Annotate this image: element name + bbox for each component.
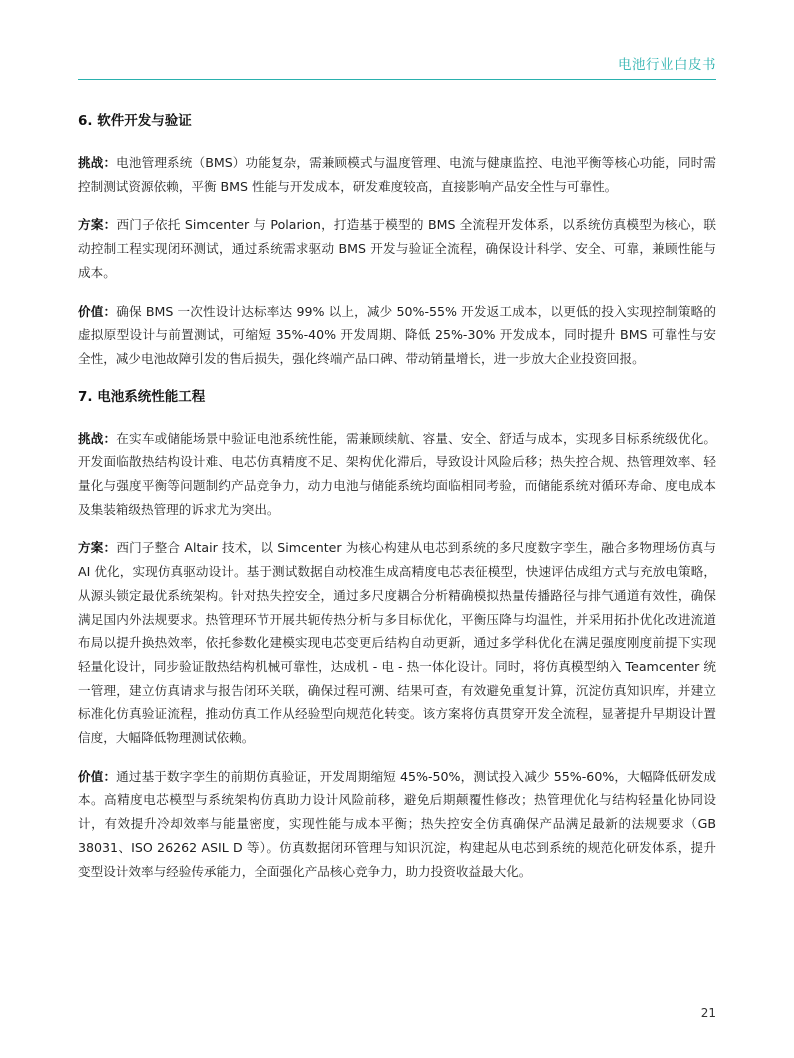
paragraph-lead-label: 价值: [78, 303, 104, 319]
section-heading-software-dev: 6. 软件开发与验证: [78, 113, 192, 129]
header-divider: [78, 79, 716, 80]
paragraph-lead-label: 方案: [78, 217, 104, 233]
paragraph-lead-label: 价值: [78, 768, 104, 784]
paragraph-lead-label: 方案: [78, 540, 104, 556]
paragraph-lead-separator: ：: [103, 540, 117, 556]
paragraph-value: [78, 300, 716, 371]
paragraph-solution: [78, 213, 716, 284]
page-number: 21: [700, 1006, 716, 1020]
paragraph-lead-label: 挑战: [78, 430, 104, 446]
section-heading-battery-performance: 7. 电池系统性能工程: [78, 388, 206, 405]
paragraph-lead-separator: ：: [103, 303, 117, 319]
paragraph-text: 西门子整合 Altair 技术，以 Simcenter 为核心构建从电芯到系统的多尺度数字孪生，融合多物理场仿真与 AI 优化，实现仿真驱动设计。基于测试数据自动校准生成高精度电芯表征模型，快速评估成组方式与充放电策略，从源头锁定最优系统架构。针对热失控安全，通过多尺度耦合分析精确模拟热量传播路径与排气通道有效性，确保满足国内外法规要求。热管理环节开展共轭传热分析与多目标优化，平衡压降与均温性，并采用拓扑优化改进流道布局以提升换热效率，依托参数化建模实现电芯变更后结构自动更新，通过多学科优化在满足强度刚度前提下实现轻量化设计，同步验证散热结构机械可靠性，达成机 - 电 - 热一体化设计。同时，将仿真模型纳入 Teamcenter 统一管理，建立仿真请求与报告闭环关联，确保过程可溯、结果可查，有效避免重复计算，沉淀仿真知识库，并建立标准化仿真验证流程，推动仿真工作从经验型向规范化转变。该方案将仿真贯穿开发全流程，显著提升早期设计置信度，大幅降低物理测试依赖。: [78, 540, 716, 746]
paragraph-lead-separator: ：: [103, 430, 117, 446]
paragraph-text: 电池管理系统（BMS）功能复杂，需兼顾模式与温度管理、电流与健康监控、电池平衡等核心功能，同时需控制测试资源依赖，平衡 BMS 性能与开发成本，研发难度较高，直接影响产品安全性与可靠性。: [78, 155, 716, 194]
paragraph-lead-label: 挑战: [78, 155, 104, 170]
paragraph-text: 在实车或储能场景中验证电池系统性能，需兼顾续航、容量、安全、舒适与成本，实现多目标系统级优化。开发面临散热结构设计难、电芯仿真精度不足、架构优化滞后，导致设计风险后移；热失控合规、热管理效率、轻量化与强度平衡等问题制约产品竞争力，动力电池与储能系统均面临相同考验，而储能系统对循环寿命、度电成本及集装箱级热管理的诉求尤为突出。: [78, 430, 717, 517]
paragraph-lead-separator: ：: [103, 217, 117, 233]
document-body: [78, 110, 716, 898]
document-header-title: 电池行业白皮书: [618, 57, 716, 73]
paragraph-text: 西门子依托 Simcenter 与 Polarion，打造基于模型的 BMS 全流程开发体系，以系统仿真模型为核心，联动控制工程实现闭环测试，通过系统需求驱动 BMS 开发与验证全流程，确保设计科学、安全、可靠，兼顾性能与成本。: [78, 217, 716, 280]
paragraph-lead-separator: ：: [103, 768, 117, 784]
paragraph-text: 确保 BMS 一次性设计达标率达 99% 以上，减少 50%-55% 开发返工成本，以更低的投入实现控制策略的虚拟原型设计与前置测试，可缩短 35%-40% 开发周期、降低 25%-30% 开发成本，同时提升 BMS 可靠性与安全性，减少电池故障引发的售后损失，强化终端产品口碑、带动销量增长，进一步放大企业投资回报。: [78, 303, 716, 366]
paragraph-challenge: [78, 151, 716, 198]
paragraph-text: 通过基于数字孪生的前期仿真验证，开发周期缩短 45%-50%，测试投入减少 55%-60%，大幅降低研发成本。高精度电芯模型与系统架构仿真助力设计风险前移，避免后期颠覆性修改；热管理优化与结构轻量化协同设计，有效提升冷却效率与能量密度，实现性能与成本平衡；热失控安全仿真确保产品满足最新的法规要求（GB 38031、ISO 26262 ASIL D 等）。仿真数据闭环管理与知识沉淀，构建起从电芯到系统的规范化研发体系，提升变型设计效率与经验传承能力，全面强化产品核心竞争力，助力投资收益最大化。: [78, 768, 717, 879]
paragraph-challenge: [78, 427, 716, 522]
paragraph-lead-separator: ：: [103, 155, 117, 170]
paragraph-solution: [78, 536, 716, 749]
paragraph-value: [78, 765, 716, 884]
